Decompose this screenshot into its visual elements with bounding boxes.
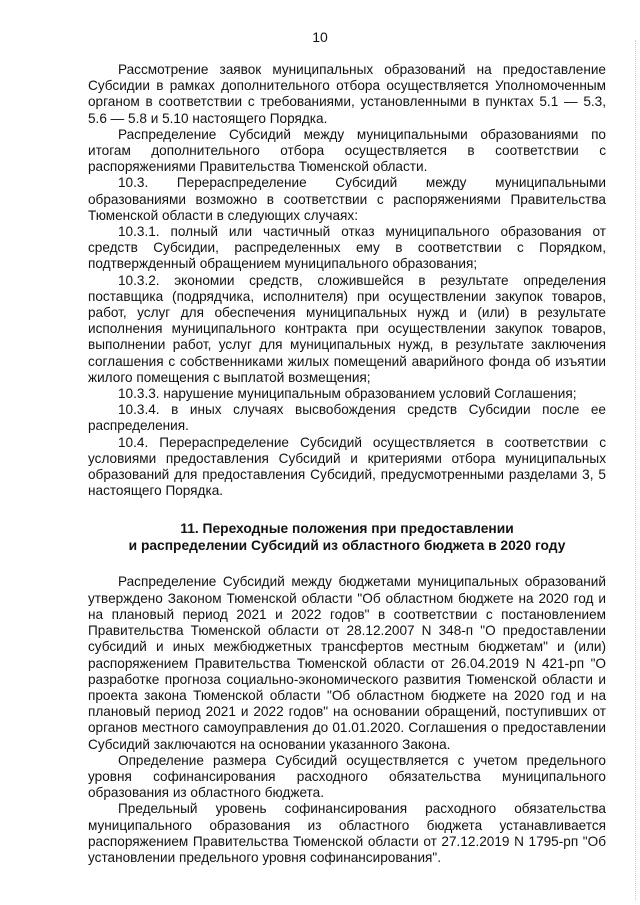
paragraph-10-4: 10.4. Перераспределение Субсидий осуществляется в соответствии с условиями предоставления Субсидий и критериями отбора муниципальных образований для предоставления Субсидий, предусмотренными разделами 3, 5 настоящего Порядка. [88, 434, 606, 499]
section-11-heading [88, 521, 606, 554]
document-body [88, 62, 606, 866]
paragraph: Рассмотрение заявок муниципальных образований на предоставление Субсидии в рамках дополнительного отбора осуществляется Уполномоченным органом в соответствии с требованиями, установленными в пунктах 5.1 — 5.3, 5.6 — 5.8 и 5.10 настоящего Порядка. [88, 62, 606, 126]
page-number: 10 [312, 29, 328, 45]
paragraph-10-3: 10.3. Перераспределение Субсидий между муниципальными образованиями возможно в соответствии с распоряжениями Правительства Тюменской области в следующих случаях: [88, 175, 606, 223]
paragraph: Определение размера Субсидий осуществляется с учетом предельного уровня софинансирования расходного обязательства муниципального образования из областного бюджета. [88, 752, 606, 801]
paragraph: Предельный уровень софинансирования расходного обязательства муниципального образования из областного бюджета устанавливается распоряжением Правительства Тюменской области от 27.12.2019 N 1795-рп "Об установлении предельного уровня софинансирования". [88, 801, 606, 865]
paragraph: Распределение Субсидий между муниципальными образованиями по итогам дополнительного отбора осуществляется в соответствии с распоряжениями Правительства Тюменской области. [88, 126, 606, 175]
paragraph-10-3-1: 10.3.1. полный или частичный отказ муниципального образования от средств Субсидии, распределенных ему в соответствии с Порядком, подтвержденный обращением муниципального образования; [88, 224, 606, 272]
paragraph-10-3-4: 10.3.4. в иных случаях высвобождения средств Субсидии после ее распределения. [88, 402, 606, 434]
paragraph-10-3-2: 10.3.2. экономии средств, сложившейся в результате определения поставщика (подрядчика, исполнителя) при осуществлении закупок товаров, работ, услуг для обеспечения муниципальных нужд и (или) в результате исполнения муниципального контракта при осуществлении закупок товаров, выполнении работ, услуг для муниципальных нужд, в результате заключения соглашения с собственниками жилых помещений аварийного фонда об изъятии жилого помещения с выплатой возмещения; [88, 272, 606, 385]
section-title-line2: и распределении Субсидий из областного бюджета в 2020 году [128, 537, 566, 553]
paragraph-10-3-3: 10.3.3. нарушение муниципальным образованием условий Соглашения; [118, 386, 577, 402]
paragraph: Распределение Субсидий между бюджетами муниципальных образований утверждено Законом Тюменской области "Об областном бюджете на 2020 год и на плановый период 2021 и 2022 годов" в соответствии с постановлением Правительства Тюменской области от 28.12.2007 N 348-п "О предоставлении субсидий и иных межбюджетных трансфертов местным бюджетам" и (или) распоряжением Правительства Тюменской области от 26.04.2019 N 421-рп "О разработке прогноза социально-экономического развития Тюменской области и проекта закона Тюменской области "Об областном бюджете на 2020 год и на плановый период 2021 и 2022 годов" на основании обращений, поступивших от органов местного самоуправления до 01.01.2020. Соглашения о предоставлении Субсидий заключаются на основании указанного Закона. [88, 574, 606, 752]
scan-edge-line [634, 40, 636, 900]
section-title-line1: 11. Переходные положения при предоставлении [180, 521, 514, 537]
